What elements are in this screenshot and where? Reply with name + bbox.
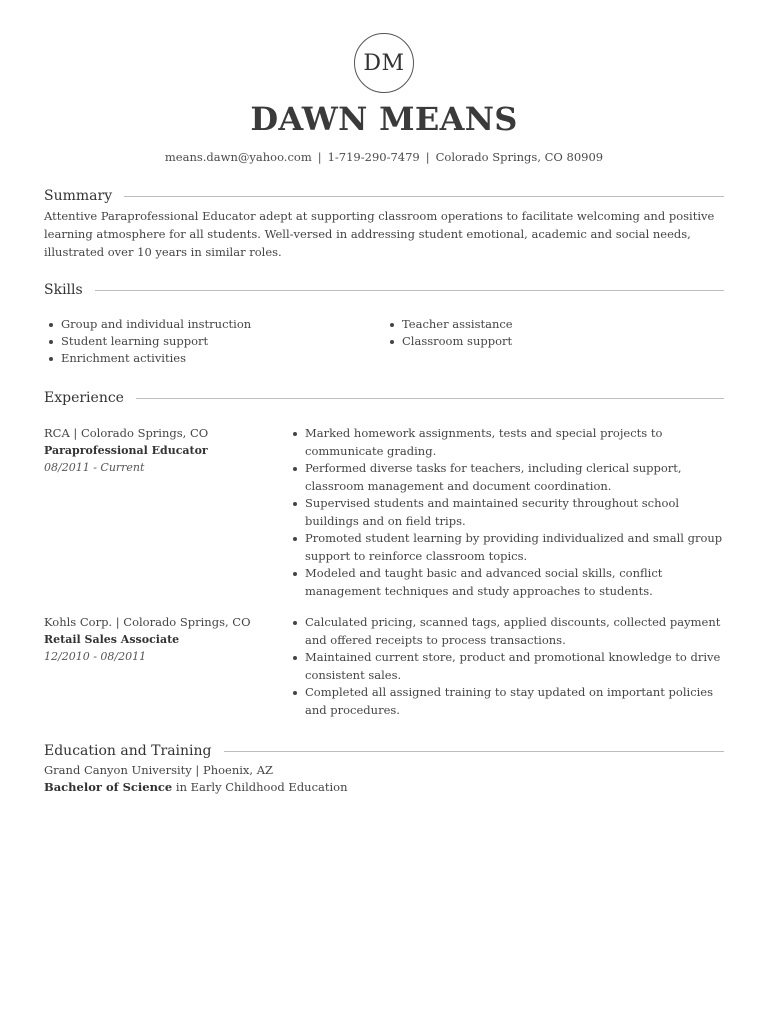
contact-location: Colorado Springs, CO 80909 [435, 150, 604, 164]
candidate-name: DAWN MEANS [250, 100, 518, 138]
skill-item: Enrichment activities [44, 350, 374, 367]
education-heading: Education and Training [44, 743, 212, 759]
job-bullet-list [288, 425, 724, 600]
education-field: in Early Childhood Education [172, 780, 348, 794]
contact-separator: | [425, 150, 430, 164]
skills-list-left [44, 316, 374, 367]
job-bullet-list [288, 614, 724, 719]
experience-section-header [44, 390, 724, 406]
job-company-line: RCA | Colorado Springs, CO [44, 426, 209, 440]
education-entry [44, 762, 724, 796]
job-summary [44, 614, 279, 665]
education-degree: Bachelor of Science [44, 780, 173, 794]
section-divider [224, 751, 725, 752]
monogram-initials: DM [363, 50, 405, 76]
contact-separator: | [317, 150, 322, 164]
skill-item: Group and individual instruction [44, 316, 374, 333]
job-bullet: Marked homework assignments, tests and special projects to communicate grading. [288, 425, 724, 460]
skill-item: Teacher assistance [385, 316, 715, 333]
job-bullet: Calculated pricing, scanned tags, applied discounts, collected payment and offered receipts to process transactions. [288, 614, 724, 649]
education-degree-line [44, 779, 724, 796]
contact-phone: 1-719-290-7479 [327, 150, 420, 164]
job-bullet: Performed diverse tasks for teachers, including clerical support, classroom management and document coordination. [288, 460, 724, 495]
section-divider [124, 196, 724, 197]
job-bullet: Modeled and taught basic and advanced social skills, conflict management techniques and study approaches to students. [288, 565, 724, 600]
job-dates: 12/2010 - 08/2011 [44, 650, 147, 663]
section-divider [95, 290, 724, 291]
job-title: Paraprofessional Educator [44, 444, 208, 457]
job-bullet: Completed all assigned training to stay updated on important policies and procedures. [288, 684, 724, 719]
job-company-line: Kohls Corp. | Colorado Springs, CO [44, 615, 251, 629]
contact-line [0, 150, 768, 164]
skills-heading: Skills [44, 282, 83, 298]
summary-section-header [44, 188, 724, 204]
job-summary [44, 425, 279, 476]
job-bullet: Promoted student learning by providing individualized and small group support to reinforce classroom topics. [288, 530, 724, 565]
experience-heading: Experience [44, 390, 124, 406]
skills-list-right [385, 316, 715, 350]
education-school-line: Grand Canyon University | Phoenix, AZ [44, 763, 274, 777]
section-divider [136, 398, 724, 399]
job-bullet: Supervised students and maintained security throughout school buildings and on field trips. [288, 495, 724, 530]
job-title: Retail Sales Associate [44, 633, 180, 646]
skill-item: Student learning support [44, 333, 374, 350]
job-dates: 08/2011 - Current [44, 461, 145, 474]
job-bullet: Maintained current store, product and promotional knowledge to drive consistent sales. [288, 649, 724, 684]
monogram-badge [354, 33, 414, 93]
skill-item: Classroom support [385, 333, 715, 350]
summary-text: Attentive Paraprofessional Educator adept at supporting classroom operations to facilitate welcoming and positive learning atmosphere for all students. Well-versed in addressing student emotional, academic and social needs, illustrated over 10 years in similar roles. [44, 209, 715, 259]
summary-heading: Summary [44, 188, 113, 204]
skills-section-header [44, 282, 724, 298]
contact-email: means.dawn@yahoo.com [164, 150, 312, 164]
education-section-header [44, 743, 724, 759]
